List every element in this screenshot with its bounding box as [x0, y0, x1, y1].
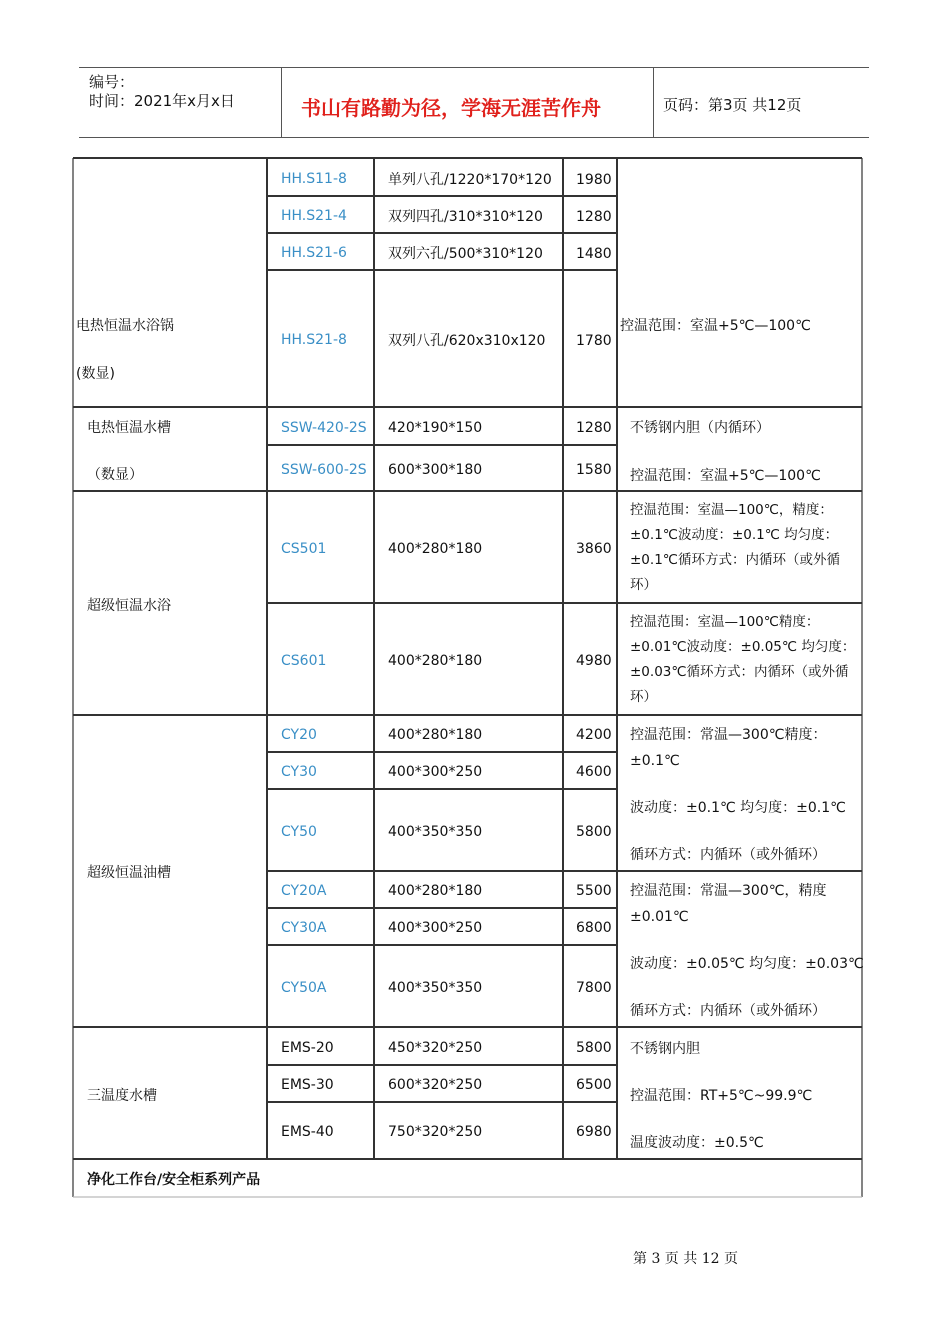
- spec-cell: 400*300*250: [388, 764, 483, 780]
- note-line: 循环方式：内循环（或外循环）: [630, 1003, 826, 1019]
- spec-cell: 420*190*150: [388, 420, 483, 436]
- model-cell: HH.S11-8: [281, 171, 347, 187]
- price-cell: 4980: [576, 653, 612, 669]
- price-cell: 5800: [576, 824, 612, 840]
- note-line: 控温范围：常温—300℃，精度: [630, 883, 827, 899]
- model-cell: CS501: [281, 541, 327, 557]
- model-cell: HH.S21-6: [281, 245, 347, 261]
- model-cell: CS601: [281, 653, 327, 669]
- price-cell: 4200: [576, 727, 612, 743]
- price-cell: 1980: [576, 172, 612, 188]
- category-label: 三温度水槽: [87, 1088, 157, 1104]
- spec-cell: 400*350*350: [388, 824, 483, 840]
- model-cell: HH.S21-4: [281, 208, 347, 224]
- model-cell: CY50: [281, 824, 317, 840]
- section-title: 净化工作台/安全柜系列产品: [87, 1172, 261, 1188]
- note-line: ±0.01℃: [630, 909, 689, 925]
- note-line: 不锈钢内胆: [630, 1041, 700, 1057]
- note-line: ±0.03℃循环方式：内循环（或外循: [630, 664, 849, 680]
- note-line: 波动度：±0.1℃ 均匀度：±0.1℃: [630, 800, 846, 816]
- note-line: 环）: [630, 577, 657, 593]
- price-cell: 6500: [576, 1077, 612, 1093]
- spec-cell: 双列八孔/620x310x120: [388, 333, 546, 349]
- model-cell: CY20A: [281, 883, 327, 899]
- spec-cell: 400*350*350: [388, 980, 483, 996]
- model-cell: CY30A: [281, 920, 327, 936]
- note-line: ±0.1℃: [630, 753, 680, 769]
- spec-cell: 450*320*250: [388, 1040, 483, 1056]
- category-label: 电热恒温水槽: [87, 420, 171, 436]
- spec-cell: 750*320*250: [388, 1124, 483, 1140]
- spec-cell: 400*280*180: [388, 653, 483, 669]
- page-indicator: 页码：第3页 共12页: [663, 96, 802, 114]
- page-footer: 第 3 页 共 12 页: [633, 1251, 738, 1267]
- spec-cell: 600*320*250: [388, 1077, 483, 1093]
- note-cell: 不锈钢内胆（内循环）: [630, 420, 770, 436]
- note-cell: 控温范围：室温+5℃—100℃: [630, 468, 821, 484]
- note-line: 控温范围：常温—300℃精度：: [630, 727, 827, 743]
- price-cell: 6980: [576, 1124, 612, 1140]
- price-cell: 7800: [576, 980, 612, 996]
- note-line: 控温范围：室温—100℃，精度：: [630, 502, 833, 518]
- model-cell: HH.S21-8: [281, 332, 347, 348]
- spec-cell: 单列八孔/1220*170*120: [388, 172, 552, 188]
- note-line: 循环方式：内循环（或外循环）: [630, 847, 826, 863]
- spec-cell: 400*280*180: [388, 541, 483, 557]
- note-line: 环）: [630, 689, 657, 705]
- model-cell: EMS-20: [281, 1040, 334, 1056]
- model-cell: CY30: [281, 764, 317, 780]
- model-cell: CY50A: [281, 980, 327, 996]
- spec-cell: 600*300*180: [388, 462, 483, 478]
- category-label: 电热恒温水浴锅: [76, 318, 174, 334]
- model-cell: EMS-40: [281, 1124, 334, 1140]
- category-label-sub: (数显): [76, 366, 115, 382]
- price-cell: 1780: [576, 333, 612, 349]
- note-line: ±0.01℃波动度：±0.05℃ 均匀度：: [630, 639, 856, 655]
- note-line: ±0.1℃波动度：±0.1℃ 均匀度：: [630, 527, 839, 543]
- price-cell: 4600: [576, 764, 612, 780]
- model-cell: CY20: [281, 727, 317, 743]
- note-line: 控温范围：室温—100℃精度：: [630, 614, 820, 630]
- price-cell: 1280: [576, 209, 612, 225]
- price-cell: 3860: [576, 541, 612, 557]
- motto: 书山有路勤为径，学海无涯苦作舟: [301, 96, 601, 120]
- note-line: 温度波动度：±0.5℃: [630, 1135, 764, 1151]
- model-cell: EMS-30: [281, 1077, 334, 1093]
- date-label: 时间：2021年x月x日: [89, 92, 235, 110]
- category-label-sub: （数显）: [87, 467, 143, 483]
- price-cell: 5800: [576, 1040, 612, 1056]
- spec-cell: 400*280*180: [388, 727, 483, 743]
- spec-cell: 400*280*180: [388, 883, 483, 899]
- code-label: 编号：: [89, 73, 135, 91]
- price-cell: 1580: [576, 462, 612, 478]
- note-line: 波动度：±0.05℃ 均匀度：±0.03℃: [630, 956, 864, 972]
- note-cell: 控温范围：室温+5℃—100℃: [620, 318, 811, 334]
- category-label: 超级恒温油槽: [87, 865, 171, 881]
- price-cell: 6800: [576, 920, 612, 936]
- model-cell: SSW-600-2S: [281, 462, 367, 478]
- spec-cell: 双列六孔/500*310*120: [388, 246, 543, 262]
- price-cell: 1480: [576, 246, 612, 262]
- note-line: 控温范围：RT+5℃~99.9℃: [630, 1088, 813, 1104]
- spec-cell: 400*300*250: [388, 920, 483, 936]
- price-cell: 5500: [576, 883, 612, 899]
- price-cell: 1280: [576, 420, 612, 436]
- spec-cell: 双列四孔/310*310*120: [388, 209, 543, 225]
- note-line: ±0.1℃循环方式：内循环（或外循: [630, 552, 840, 568]
- model-cell: SSW-420-2S: [281, 420, 367, 436]
- category-label: 超级恒温水浴: [87, 598, 171, 614]
